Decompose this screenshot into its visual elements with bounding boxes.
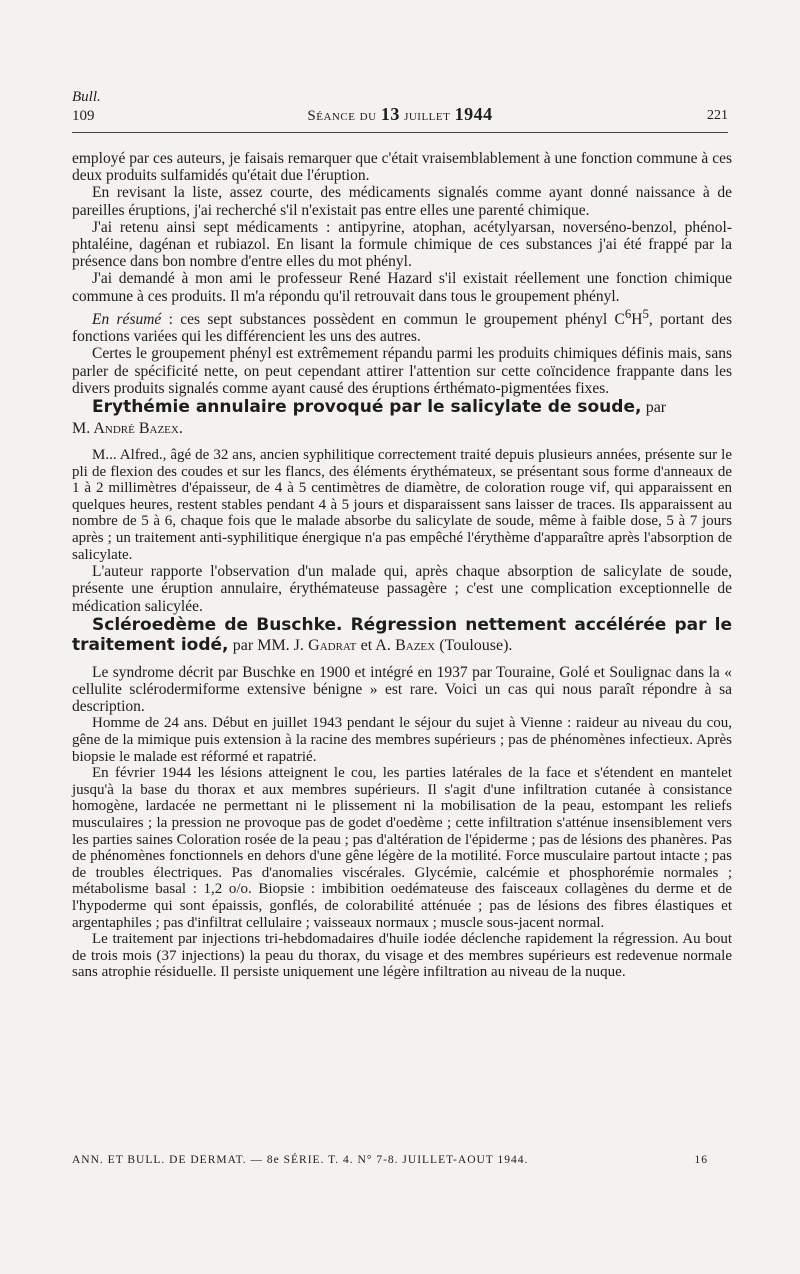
footer-signature: 16 — [694, 1154, 708, 1166]
section-author: Gadrat — [308, 636, 357, 654]
section-title: Erythémie annulaire provoqué par le salicylate de soude, — [92, 397, 642, 417]
section-heading-1 — [72, 397, 732, 439]
paragraph-resume — [72, 305, 732, 346]
header-rule — [72, 132, 728, 133]
page-footer — [72, 1154, 708, 1166]
paragraph: J'ai demandé à mon ami le professeur René Hazard s'il existait réellement une fonction chimique commune à ces produits. Il m'a répondu qu'il retrouvait dans tous le groupement phényl. — [72, 270, 732, 305]
paragraph: J'ai retenu ainsi sept médicaments : antipyrine, atophan, acétylyarsan, noverséno-benzol, phénol-phtaléine, dagénan et rubiazol. En lisant la formule chimique de ces substances j'ai été frappé par la présence dans bon nombre d'entre elles du mot phényl. — [72, 218, 732, 271]
paragraph: employé par ces auteurs, je faisais remarquer que c'était vraisemblablement à une fonction commune à ces deux produits sulfamidés qu'était due l'éruption. — [72, 150, 732, 185]
running-head-title — [307, 104, 492, 125]
margin-label: Bull. — [72, 89, 101, 105]
paragraph: Le syndrome décrit par Buschke en 1900 et intégré en 1937 par Touraine, Golé et Soulignac dans la « cellulite sclérodermiforme extensive bénigne » est rare. Voici un cas qui nous paraît répondre à sa description. — [72, 663, 732, 716]
page-number: 221 — [707, 108, 728, 123]
section-place: (Toulouse). — [439, 636, 513, 654]
paragraph: Le traitement par injections tri-hebdomadaires d'huile iodée déclenche rapidement la régression. Au bout de trois mois (37 injections) la peau du thorax, du visage et des membres supérieurs est redevenue normale sans atrophie résiduelle. Il persiste uniquement une légère infiltration au niveau de la nuque. — [72, 931, 732, 981]
section-and: et A. — [360, 636, 391, 654]
section-by: par MM. J. — [232, 636, 304, 654]
article-body — [72, 150, 732, 981]
running-head-day: 13 — [380, 104, 400, 124]
paragraph: En revisant la liste, assez courte, des médicaments signalés comme ayant donné naissance à de pareilles éruptions, j'ai recherché s'il n'existait pas entre elles une parenté chimique. — [72, 184, 732, 219]
resume-lead: En résumé — [92, 310, 162, 328]
section-heading-2 — [72, 615, 732, 656]
margin-number: 109 — [72, 108, 95, 124]
paragraph: En février 1944 les lésions atteignent le cou, les parties latérales de la face et s'étendent en mantelet jusqu'à la base du thorax et aux membres supérieurs. Il s'agit d'une infiltration cutanée à consistance homogène, lardacée ne permettant ni le plissement ni la mobilisation de la peau, estompant les reliefs musculaires ; la pression ne provoque pas de godet d'oedème ; cette infiltration s'atténue insensiblement vers les parties saines Coloration rosée de la peau ; pas d'altération de l'épiderme ; pas de lésions des phanères. Pas de phénomènes fonctionnels en dehors d'une gêne légère de la motilité. Force musculaire partout intacte ; pas de troubles électriques. Pas d'anomalies viscérales. Glycémie, calcémie et phosphorémie normales ; métabolisme basal : 1,2 o/o. Biopsie : imbibition oedémateuse des faisceaux collagènes du derme et de l'hypoderme qui sont épaissis, gonflés, de colorabilité atténuée ; pas de lésions des fibres élastiques et argentaphiles ; pas d'infiltrat cellulaire ; vaisseaux normaux ; muscle sous-jacent normal. — [72, 765, 732, 931]
paragraph: Certes le groupement phényl est extrêmement répandu parmi les produits chimiques définis mais, sans parler de spécificité nette, on peut cependant attirer l'attention sur cette coïncidence frappante dans les divers produits signalés comme ayant causé des éruptions érthémato-pigmentées fixes. — [72, 345, 732, 397]
formula-sup: 5 — [642, 305, 649, 321]
resume-text: H — [631, 310, 643, 328]
formula-sup: 6 — [624, 305, 632, 321]
resume-text: , portant des fonctions variées qui les différencient les uns des autres. — [72, 310, 732, 346]
running-head-month: juillet — [404, 108, 451, 124]
spacer — [72, 439, 732, 447]
spacer — [72, 656, 732, 664]
footer-citation: ANN. ET BULL. DE DERMAT. — 8e SÉRIE. T. 4. N° 7-8. JUILLET-AOUT 1944. — [72, 1154, 529, 1166]
paragraph: M... Alfred., âgé de 32 ans, ancien syphilitique correctement traité depuis plusieurs années, présente sur le pli de flexion des coudes et sur les flancs, des éléments érythémateux, se présentant sous forme d'anneaux de 1 à 2 millimètres d'épaisseur, de 4 à 5 centimètres de diamètre, de coloration rouge vif, qui apparaissent en quelques heures, restent stables pendant 4 à 5 jours et disparaissent sans laisser de traces. Ils apparaissent au nombre de 5 à 6, chaque fois que le malade absorbe du salicylate de soude, même à faible dose, 5 à 7 jours après ; un traitement anti-syphilitique énergique n'a pas empêché l'érythème d'apparaître après l'absorption de salicylate. — [72, 447, 732, 563]
running-head — [72, 104, 728, 125]
section-author: M. André Bazex. — [72, 420, 183, 437]
resume-text: : ces sept substances possèdent en commun le groupement phényl C — [161, 310, 625, 328]
section-author: Bazex — [395, 636, 436, 654]
running-head-prefix: Séance du — [307, 108, 377, 124]
section-by: par — [645, 399, 667, 416]
running-head-year: 1944 — [454, 104, 493, 124]
paragraph: L'auteur rapporte l'observation d'un malade qui, après chaque absorption de salicylate de soude, présente une éruption annulaire, érythémateuse passagère ; c'est une complication exceptionnelle de médication salicylée. — [72, 563, 732, 615]
paragraph: Homme de 24 ans. Début en juillet 1943 pendant le séjour du sujet à Vienne : raideur au niveau du cou, gêne de la mimique puis extension à la racine des membres supérieurs ; pas de phénomènes infectieux. Après biopsie le malade est réformé et rapatrié. — [72, 715, 732, 765]
section-title: Scléroedème de Buschke. Régression nettement accélérée par le traitement iodé, — [72, 614, 732, 655]
